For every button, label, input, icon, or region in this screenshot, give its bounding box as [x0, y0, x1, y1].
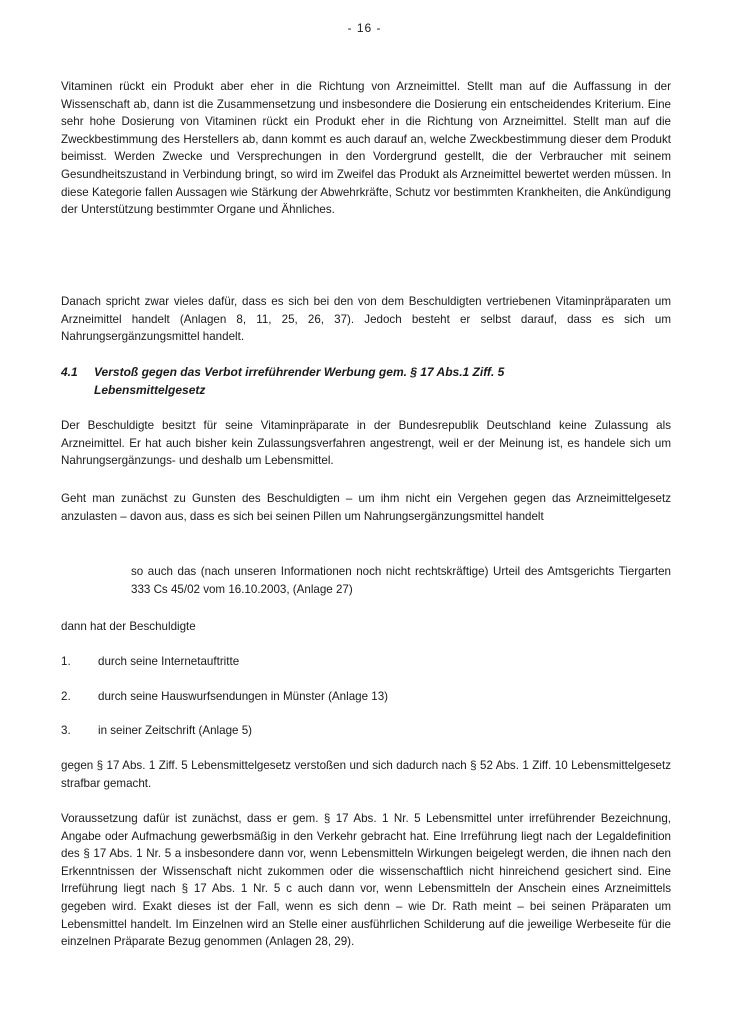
paragraph-lead-in: dann hat der Beschuldigte: [61, 620, 196, 633]
section-heading: [61, 363, 671, 399]
list-item-number: 3.: [61, 724, 71, 737]
list-item-number: 2.: [61, 690, 71, 703]
section-title-line2: Lebensmittelgesetz: [94, 383, 206, 397]
section-number: 4.1: [61, 365, 78, 379]
paragraph-no-approval: Der Beschuldigte besitzt für seine Vitaminpräparate in der Bundesrepublik Deutschland keine Zulassung als Arzneimittel. Er hat auch bisher kein Zulassungsverfahren angestrengt, weil er der Meinung ist, es handele sich um Nahrungsergänzungs- und deshalb um Lebensmittel.: [61, 419, 671, 468]
page-number: - 16 -: [347, 21, 382, 35]
paragraph-assumption: Geht man zunächst zu Gunsten des Beschuldigten – um ihm nicht ein Vergehen gegen das Arzneimittelgesetz anzulasten – davon aus, dass es sich bei seinen Pillen um Nahrungsergänzungsmittel handelt: [61, 492, 671, 523]
list-item: [61, 722, 671, 740]
list-item: [61, 653, 671, 671]
list-item: [61, 688, 671, 706]
paragraph-requirements: Voraussetzung dafür ist zunächst, dass er gem. § 17 Abs. 1 Nr. 5 Lebensmittel unter irreführender Bezeichnung, Angabe oder Aufmachung gewerbsmäßig in den Verkehr gebracht hat. Eine Irreführung liegt nach der Legaldefinition des § 17 Abs. 1 Nr. 5 a insbesondere dann vor, wenn Lebensmitteln Wirkungen beigelegt werden, die ihnen nach den Erkenntnissen der Wissenschaft nicht zukommen oder die wissenschaftlich nicht hinreichend gesichert sind. Eine Irreführung liegt nach § 17 Abs. 1 Nr. 5 c auch dann vor, wenn Lebensmitteln der Anschein eines Arzneimittels gegeben wird. Exakt dieses ist der Fall, wenn es sich denn – wie Dr. Rath meint – bei seinen Präparaten um Lebensmittel handelt. Im Einzelnen wird an Stelle einer ausführlichen Schilderung auf die jeweilige Werbeseite für die einzelnen Präparate Bezug genommen (Anlagen 28, 29).: [61, 812, 671, 949]
list-item-text: in seiner Zeitschrift (Anlage 5): [98, 724, 253, 737]
section-title-line1: Verstoß gegen das Verbot irreführender Werbung gem. § 17 Abs.1 Ziff. 5: [94, 365, 505, 379]
list-item-number: 1.: [61, 655, 71, 668]
list-item-text: durch seine Internetauftritte: [98, 655, 240, 668]
paragraph-violation: gegen § 17 Abs. 1 Ziff. 5 Lebensmittelgesetz verstoßen und sich dadurch nach § 52 Abs. 1 Ziff. 10 Lebensmittelgesetz strafbar gemacht.: [61, 759, 671, 790]
list-item-text: durch seine Hauswurfsendungen in Münster (Anlage 13): [98, 690, 389, 703]
indented-court-reference: so auch das (nach unseren Informationen noch nicht rechtskräftige) Urteil des Amtsgerichts Tiergarten 333 Cs 45/02 vom 16.10.2003, (Anlage 27): [131, 565, 671, 596]
paragraph-medicine-argument: Danach spricht zwar vieles dafür, dass es sich bei den von dem Beschuldigten vertriebenen Vitaminpräparaten um Arzneimittel handelt (Anlagen 8, 11, 25, 26, 37). Jedoch besteht er selbst darauf, dass es sich um Nahrungsergänzungsmittel handelt.: [61, 295, 671, 344]
paragraph-vitamins-criteria: Vitaminen rückt ein Produkt aber eher in die Richtung von Arzneimittel. Stellt man auf die Auffassung in der Wissenschaft ab, dann ist die Zusammensetzung und insbesondere die Dosierung ein entscheidendes Kriterium. Eine sehr hohe Dosierung von Vitaminen rückt ein Produkt eher in die Richtung von Arzneimittel. Stellt man auf die Zweckbestimmung des Herstellers ab, dann kommt es auch darauf an, welche Zweckbestimmung dieser dem Produkt beimisst. Werden Zwecke und Versprechungen in den Vordergrund gestellt, die der Verbraucher mit seinem Gesundheitszustand in Verbindung bringt, so wird im Zweifel das Produkt als Arzneimittel bewertet werden müssen. In diese Kategorie fallen Aussagen wie Stärkung der Abwehrkräfte, Schutz vor bestimmten Krankheiten, die Ankündigung der Unterstützung bestimmter Organe und Ähnliches.: [61, 80, 671, 217]
